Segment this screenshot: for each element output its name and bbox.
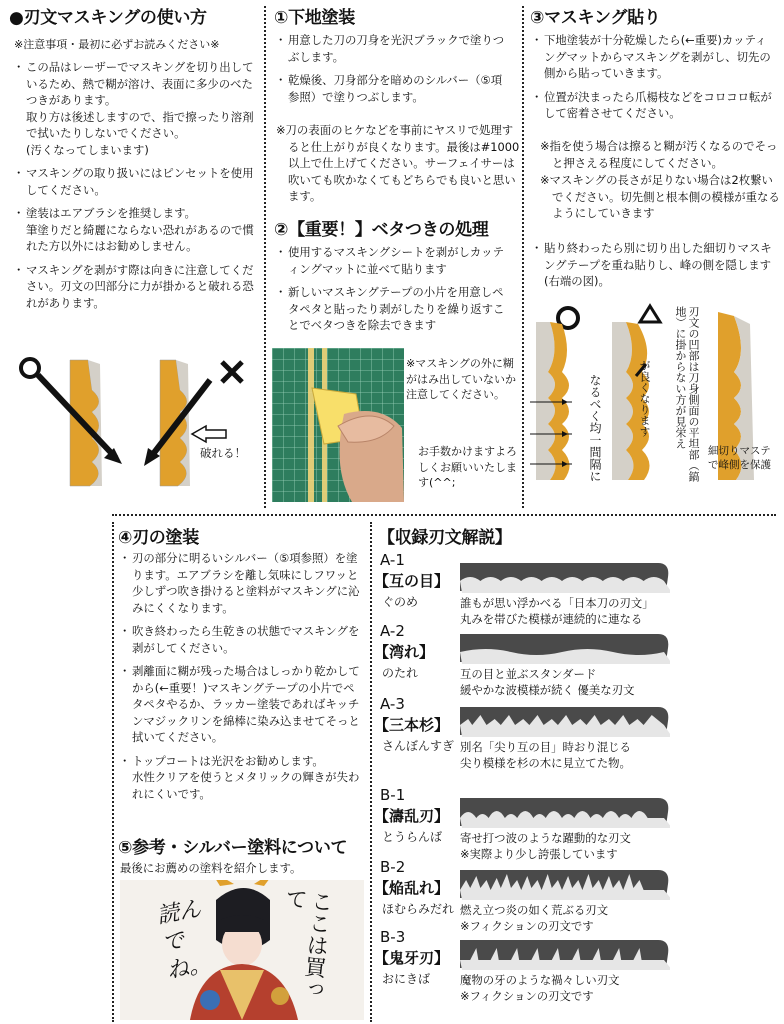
masking-note-finger: ※指を使う場合は擦ると糊が汚くなるのでそっと押さえる程度にしてください。 [540,139,778,170]
hamon-reading: とうらんば [382,830,443,844]
hamon-reading: おにきば [382,972,431,986]
hamon-name: 【湾れ】 [374,643,435,661]
base-coat-note: ※刀の表面のヒケなどを事前にヤスリで処理すると仕上がりが良くなります。最後は#1000以上で仕上げてください。サーフェイサーは吹いても吹かなくてもどちらでも良いと思います。 [276,123,520,203]
hamon-description: ※フィクションの刃文です [460,919,594,933]
hamon-reading: ぐのめ [382,595,419,609]
hamon-code: A-1 [380,551,405,569]
usage-item: ・ この品はレーザーでマスキングを切り出しているため、熱で糊が溶け、表面に多少のべたつきがあります。 取り方は後述しますので、指で擦ったり溶剤で拭いたりしないでください。 (汚くなってしまいます) [14,59,258,158]
masking-list-final [532,240,772,297]
break-label: 破れる！ [200,446,246,460]
triangle-mark [640,306,660,322]
peel-direction-figure [10,350,262,500]
hamon-description: 誰もが思い浮かべる「日本刀の刃文」 [460,596,654,610]
hamon-blade-image [458,936,670,972]
hamon-name: 【鬼牙刃】 [374,949,450,967]
blade-paint-list [120,550,362,809]
hamon-reading: のたれ [382,666,419,680]
blade-paint-item: ・ 刃の部分に明るいシルバー（⑤項参照）を塗ります。エアブラシを離し気味にしフワッと少しずつ吹き掛けると塗料がマスキングに沁みにくくなります。 [120,550,362,616]
masking-list [532,32,772,129]
hamon-code: A-2 [380,622,405,640]
hamon-reading: ほむらみだれ [382,902,455,916]
hamon-reading: さんぼんすぎ [382,739,455,753]
bubble-buy-here: ここは買って [280,886,335,1001]
usage-item: ・ マスキングの取り扱いにはピンセットを使用してください。 [14,165,258,198]
break-arrow-icon [192,426,226,442]
ng-cross-mark [222,362,242,382]
hamon-blade-image [458,703,670,739]
hamon-description: 尖り模様を杉の木に見立てた物。 [460,756,631,770]
hamon-name: 【互の目】 [374,572,450,590]
divider [112,514,776,516]
hamon-code: A-3 [380,695,405,713]
divider [370,522,372,1022]
hamon-code: B-2 [380,858,406,876]
photo-note-thanks: お手数かけますよろしくお願いいたします(^^; [418,445,517,489]
blade-paint-item: ・ 吹き終わったら生乾きの状態でマスキングを剥がしてください。 [120,623,362,656]
hamon-name: 【焔乱れ】 [374,879,450,897]
section-title-usage: ●刃文マスキングの使い方 [9,8,207,28]
base-coat-item: ・ 乾燥後、刀身部分を暗めのシルバー（⑤項参照）で塗りつぶします。 [276,72,510,105]
hamon-blade-image [458,794,670,830]
sticky-list [276,244,510,341]
equal-spacing-label: なるべく均一間隔に [588,374,602,482]
blade-paint-item: ・ 剥離面に糊が残った場合はしっかり乾かしてから(←重要！)マスキングテープの小片でペタペタやるか、ラッカー塗装であればキッチンマジックリンを綿棒に染み込ませてそっと拭いてください。 [120,663,362,746]
hamon-blade-image [458,866,670,902]
section-title-blade-paint: ④刃の塗装 [118,528,199,548]
section-title-base-coat: ①下地塗装 [274,8,355,28]
divider [264,6,266,508]
hamon-description: 魔物の牙のような禍々しい刃文 [460,973,620,987]
divider [112,522,114,1022]
blade-paint-item: ・ トップコートは光沢をお勧めします。 水性クリアを使うとメタリックの輝きが失われにくいです。 [120,753,362,803]
base-coat-list [276,32,510,112]
hamon-description: 互の目と並ぶスタンダード [460,667,597,681]
shinogi-note: 刃文の凹部は刀身側面の平坦部（鎬地）に掛からない方が見栄え [674,306,700,482]
usage-list [14,59,258,318]
hamon-description: 寄せ打つ波のような躍動的な刃文 [460,831,631,845]
masking-item: ・ 位置が決まったら爪楊枝などをコロコロ転がして密着させてください。 [532,89,772,122]
ok-circle-mark [21,359,39,377]
usage-item: ・ マスキングを剥がす際は向きに注意してください。刃文の凹部分に力が掛かると破れる恐れがあります。 [14,262,258,312]
hamon-code: B-3 [380,928,406,946]
section-title-sticky: ②【重要！】ベタつきの処理 [274,220,489,240]
sticky-item: ・ 使用するマスキングシートを剥がしカッティングマットに並べて貼ります [276,244,510,277]
hamon-code: B-1 [380,786,406,804]
divider [522,6,524,508]
hamon-blade-image [458,559,670,595]
protect-caption: 細切りマステで峰側を保護 [708,445,771,471]
hamon-description: 燃え立つ炎の如く荒ぶる刃文 [460,903,609,917]
section-title-hamon-list: 【収録刃文解説】 [378,528,512,548]
masking-note-length: ※マスキングの長さが足りない場合は2枚繋いでください。切先側と根本側の模様が重なるようにしていきます [540,173,780,220]
sticky-item: ・ 新しいマスキングテープの小片を用意しペタペタと貼ったり剥がしたりを繰り返すことでベタつきを除去できます [276,284,510,334]
hamon-blade-image [458,630,670,666]
bubble-read-this: 読んでね。 [155,896,213,985]
looks-better-label: が良くなります [638,360,651,437]
hamon-name: 【三本杉】 [374,716,450,734]
photo-note: ※マスキングの外に糊がはみ出していないか注意してください。 [406,357,516,401]
section-title-silver-paint: ⑤参考・シルバー塗料について [118,838,348,858]
masking-item: ・ 下地塗装が十分乾燥したら(←重要)カッティングマットからマスキングを剥がし、切先の側から貼っていきます。 [532,32,772,82]
hamon-description: ※フィクションの刃文です [460,989,594,1003]
hamon-description: 丸みを帯びた模様が連続的に連なる [460,612,643,626]
silver-paint-intro: 最後にお薦めの塗料を紹介します。 [120,861,302,875]
hamon-description: ※実際より少し誇張しています [460,847,618,861]
section-title-masking: ③マスキング貼り [530,8,661,28]
masking-item: ・ 貼り終わったら別に切り出した細切りマスキングテープを重ね貼りし、峰の側を隠します(右端の図)。 [532,240,772,290]
base-coat-item: ・ 用意した刀の刀身を光沢ブラックで塗りつぶします。 [276,32,510,65]
notice-read-first: ※注意事項・最初に必ずお読みください※ [14,38,220,51]
hamon-description: 別名「尖り互の目」時おり混じる [460,740,631,754]
hamon-name: 【濤乱刃】 [374,807,450,825]
usage-item: ・ 塗装はエアブラシを推奨します。 筆塗りだと綺麗にならない恐れがあるので慣れた方以外にはお勧めしません。 [14,205,258,255]
cutting-mat-photo [272,348,404,502]
hamon-description: 緩やかな波模様が続く 優美な刃文 [460,683,635,697]
